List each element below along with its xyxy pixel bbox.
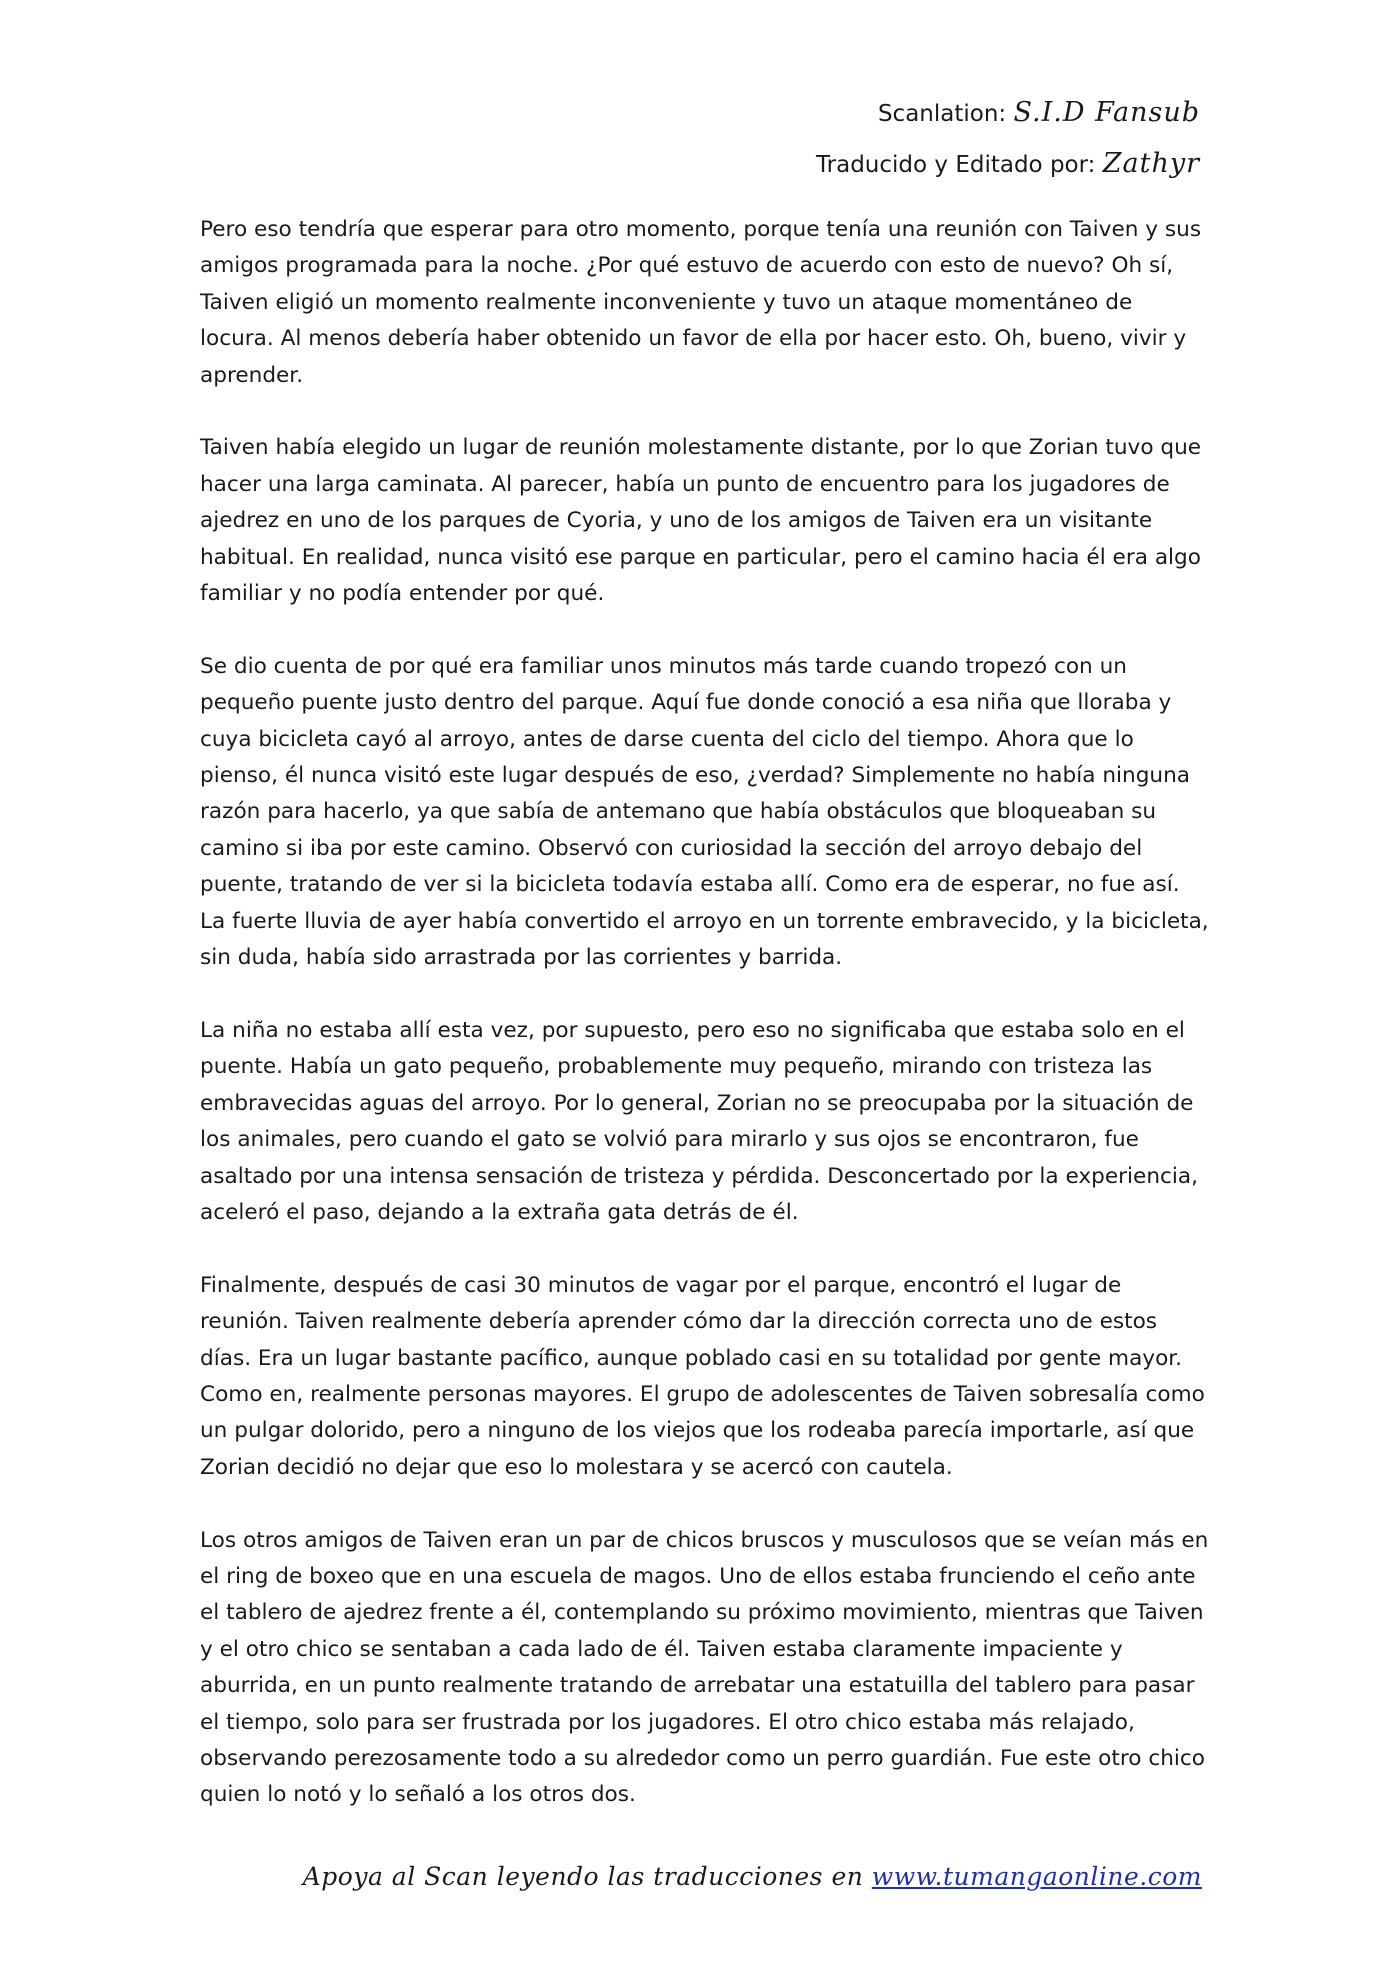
scanlation-group-name: S.I.D Fansub: [1013, 97, 1200, 128]
translator-label: Traducido y Editado por:: [815, 152, 1096, 178]
chapter-body: [200, 212, 1210, 1850]
paragraph: Los otros amigos de Taiven eran un par de chicos bruscos y musculosos que se veían más en el ring de boxeo que en una escuela de magos. Uno de ellos estaba frunciendo el ceño ante el tablero de ajedrez frente a él, contemplando su próximo movimiento, mientras que Taiven y el otro chico se sentaban a cada lado de él. Taiven estaba claramente impaciente y aburrida, en un punto realmente tratando de arrebatar una estatuilla del tablero para pasar el tiempo, solo para ser frustrada por los jugadores. El otro chico estaba más relajado, observando perezosamente todo a su alrededor como un perro guardián. Fue este otro chico quien lo notó y lo señaló a los otros dos.: [200, 1527, 1209, 1808]
scanlation-line: [816, 88, 1200, 139]
translator-line: [816, 139, 1200, 190]
paragraph: Se dio cuenta de por qué era familiar unos minutos más tarde cuando tropezó con un pequeño puente justo dentro del parque. Aquí fue donde conoció a esa niña que lloraba y cuya bicicleta cayó al arroyo, antes de darse cuenta del ciclo del tiempo. Ahora que lo pienso, él nunca visitó este lugar después de eso, ¿verdad? Simplemente no había ninguna razón para hacerlo, ya que sabía de antemano que había obstáculos que bloqueaban su camino si iba por este camino. Observó con curiosidad la sección del arroyo debajo del puente, tratando de ver si la bicicleta todavía estaba allí. Como era de esperar, no fue así. La fuerte lluvia de ayer había convertido el arroyo en un torrente embravecido, y la bicicleta, sin duda, había sido arrastrada por las corrientes y barrida.: [200, 653, 1209, 971]
paragraph: Pero eso tendría que esperar para otro momento, porque tenía una reunión con Taiven y sus amigos programada para la noche. ¿Por qué estuvo de acuerdo con esto de nuevo? Oh sí, Taiven eligió un momento realmente inconveniente y tuvo un ataque momentáneo de locura. Al menos debería haber obtenido un favor de ella por hacer esto. Oh, bueno, vivir y aprender.: [200, 217, 1202, 388]
footer-link[interactable]: www.tumangaonline.com: [871, 1862, 1202, 1891]
credits-block: [816, 88, 1200, 190]
paragraph: Taiven había elegido un lugar de reunión molestamente distante, por lo que Zorian tuvo que hacer una larga caminata. Al parecer, había un punto de encuentro para los jugadores de ajedrez en uno de los parques de Cyoria, y uno de los amigos de Taiven era un visitante habitual. En realidad, nunca visitó ese parque en particular, pero el camino hacia él era algo familiar y no podía entender por qué.: [200, 435, 1202, 607]
footer-text: Apoya al Scan leyendo las traducciones en: [302, 1862, 864, 1891]
paragraph: Finalmente, después de casi 30 minutos de vagar por el parque, encontró el lugar de reunión. Taiven realmente debería aprender cómo dar la dirección correcta uno de estos días. Era un lugar bastante pacífico, aunque poblado casi en su totalidad por gente mayor. Como en, realmente personas mayores. El grupo de adolescentes de Taiven sobresalía como un pulgar dolorido, pero a ninguno de los viejos que los rodeaba parecía importarle, así que Zorian decidió no dejar que eso lo molestara y se acercó con cautela.: [200, 1272, 1205, 1480]
scanlation-label: Scanlation:: [877, 101, 1007, 127]
paragraph: La niña no estaba allí esta vez, por supuesto, pero eso no significaba que estaba solo en el puente. Había un gato pequeño, probablemente muy pequeño, mirando con tristeza las embravecidas aguas del arroyo. Por lo general, Zorian no se preocupaba por la situación de los animales, pero cuando el gato se volvió para mirarlo y sus ojos se encontraron, fue asaltado por una intensa sensación de tristeza y pérdida. Desconcertado por la experiencia, aceleró el paso, dejando a la extraña gata detrás de él.: [200, 1017, 1198, 1225]
translator-name: Zathyr: [1102, 148, 1200, 179]
footer-note: [303, 1862, 1202, 1891]
